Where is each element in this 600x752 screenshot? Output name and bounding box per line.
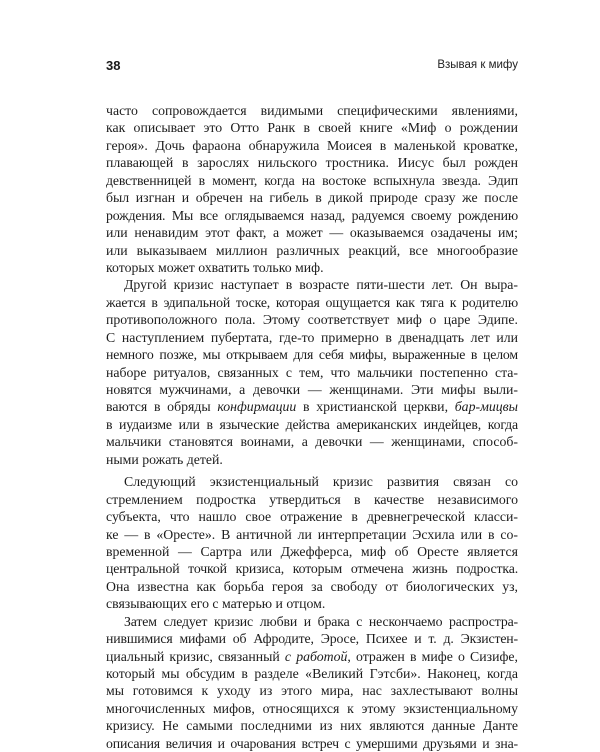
text-line: С наступлением пубертата, где-то примерно в двенадцать лет или: [106, 329, 518, 345]
text-line: связывающих его с матерью и отцом.: [106, 596, 326, 612]
text-line: мы готовимся к уходу из этого мира, нас захлестывают волны: [106, 683, 518, 699]
paragraph: [106, 613, 518, 752]
line-segment: , отражен в мифе о Сизифе,: [347, 648, 518, 664]
text-line: временной — Сартра или Джефферса, миф об Оресте является: [106, 543, 518, 559]
text-line: Она известна как борьба героя за свободу от биологических уз,: [106, 578, 518, 594]
body-text: [106, 102, 518, 752]
page-number: 38: [106, 58, 121, 73]
text-line: немного позже, мы открываем для себя мифы, выраженные в целом: [106, 347, 518, 363]
text-line: описания величия и очарования встреч с умершими друзьями и зна-: [106, 735, 518, 751]
text-line: героя». Дочь фараона обнаружила Моисея в маленькой кроватке,: [106, 137, 518, 153]
text-line: или выказываем миллион различных реакций, все многообразие: [106, 242, 518, 258]
text-line: мальчики становятся воинами, а девочки — женщинами, способ-: [106, 434, 518, 450]
running-title: Взывая к мифу: [437, 59, 518, 71]
text-line: в иудаизме или в языческие действа американских индейцев, когда: [106, 416, 518, 432]
text-line: кризису. Не самыми последними из них являются данные Данте: [106, 718, 518, 734]
text-line: стремлением подростка утвердиться в качестве независимого: [106, 491, 518, 507]
text-line: или ненавидим этот факт, а может — оказываемся озадачены им;: [106, 225, 518, 241]
text-line: многочисленных мифов, относящихся к этому экзистенциальному: [106, 700, 518, 716]
text-line: ными рожать детей.: [106, 451, 223, 467]
paragraph: [106, 102, 518, 276]
text-line: был изгнан и обречен на гибель в дикой природе сразу же после: [106, 190, 518, 206]
line-segment: в христианской церкви,: [296, 399, 455, 415]
text-line: жается в эдипальной тоске, которая ощущается как тяга к родителю: [106, 294, 518, 310]
paragraph: [106, 276, 518, 468]
text-line: который мы обсудим в разделе «Великий Гэтсби». Наконец, когда: [106, 666, 518, 681]
text-line: наборе ритуалов, связанных с тем, что мальчики постепенно ста-: [106, 364, 518, 380]
text-line: субъекта, что нашло свое отражение в древнегреческой класси-: [106, 509, 518, 525]
emphasis-bar-mitzvah: бар-мицвы: [454, 399, 518, 415]
text-line: [106, 398, 518, 415]
text-line: новятся мужчинами, а девочки — женщинами. Эти мифы выли-: [106, 382, 518, 397]
line-segment: циальный кризис, связанный: [106, 648, 285, 664]
emphasis-work: с работой: [284, 648, 348, 664]
text-line: как описывает это Отто Ранк в своей книге «Миф о рождении: [106, 120, 518, 136]
text-line: рождения. Мы все оглядываемся назад, радуемся своему рождению: [106, 207, 518, 223]
text-line: ке — в «Оресте». В античной ли интерпретации Эсхила или в со-: [106, 526, 518, 542]
text-line: которых может охватить только миф.: [106, 259, 324, 275]
text-line: часто сопровождается видимыми специфическими явлениями,: [106, 103, 518, 118]
text-line: нившимися мифами об Афродите, Эросе, Психее и т. д. Экзистен-: [106, 631, 518, 647]
text-line: Затем следует кризис любви и брака с нескончаемо распростра-: [124, 613, 518, 629]
paragraph: [106, 473, 518, 613]
text-line: девственницей в момент, когда на востоке вспыхнула звезда. Эдип: [106, 172, 518, 188]
emphasis-confirmation: конфирмации: [217, 399, 297, 415]
text-line: центральной точкой кризиса, которым отмечена жизнь подростка.: [106, 561, 518, 577]
text-line: Другой кризис наступает в возрасте пяти-шести лет. Он выра-: [124, 277, 518, 293]
text-line: Следующий экзистенциальный кризис развития связан со: [124, 474, 518, 490]
line-segment: ваются в обряды: [106, 399, 218, 415]
text-line: плавающей в зарослях нильского тростника. Иисус был рожден: [106, 155, 518, 171]
text-line: [106, 648, 518, 665]
page-header: [106, 58, 518, 76]
text-line: противоположного пола. Этому соответствует миф о царе Эдипе.: [106, 312, 518, 328]
